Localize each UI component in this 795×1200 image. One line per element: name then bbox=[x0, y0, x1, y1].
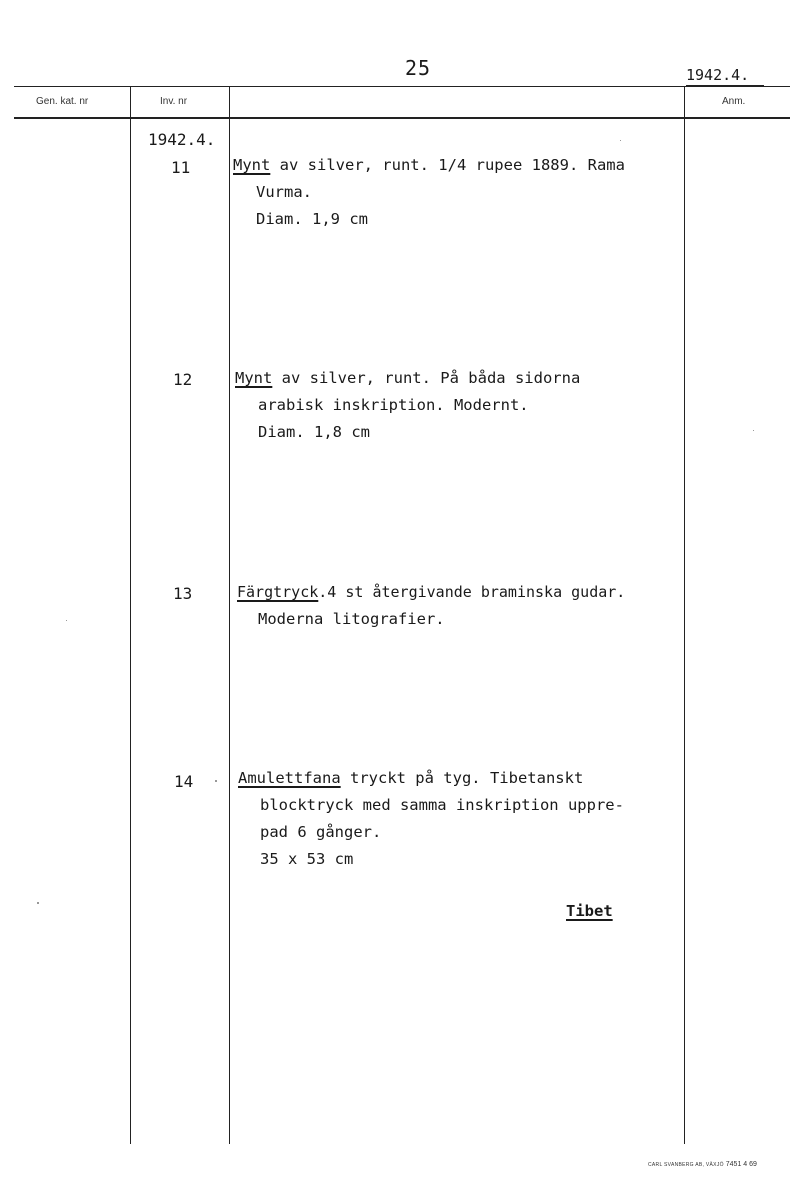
inv-number: 14 bbox=[174, 772, 194, 791]
entry-line: blocktryck med samma inskription uppre- bbox=[260, 796, 624, 814]
inv-number: 13 bbox=[173, 584, 193, 603]
entry-line: pad 6 gånger. bbox=[260, 823, 382, 841]
entry-line bbox=[237, 579, 625, 606]
page-number: 25 bbox=[405, 56, 432, 80]
entry-line bbox=[235, 365, 580, 392]
entry-line: Diam. 1,9 cm bbox=[256, 210, 368, 228]
printer-imprint bbox=[648, 1161, 757, 1168]
entry-line: 35 x 53 cm bbox=[260, 850, 354, 868]
scan-speck bbox=[620, 140, 621, 141]
entry-line: arabisk inskription. Modernt. bbox=[258, 396, 529, 414]
series-prefix: 1942.4. bbox=[148, 130, 216, 149]
form-code: 7451 4 69 bbox=[725, 1161, 757, 1168]
column-header-gen-kat-nr: Gen. kat. nr bbox=[36, 96, 89, 107]
scan-speck bbox=[753, 430, 754, 431]
entry-line: Diam. 1,8 cm bbox=[258, 423, 370, 441]
column-divider-gen-inv bbox=[130, 86, 131, 1144]
entry-title: Amulettfana bbox=[238, 769, 341, 787]
scan-speck bbox=[215, 780, 217, 782]
entry-text: .4 st återgivande braminska gudar. bbox=[318, 583, 626, 601]
printer-name: CARL SVANBERG AB, VÄXJÖ bbox=[648, 1162, 724, 1168]
entry-text: av silver, runt. På båda sidorna bbox=[272, 369, 581, 387]
column-divider-desc-anm bbox=[684, 86, 685, 1144]
entry-text: tryckt på tyg. Tibetanskt bbox=[340, 769, 584, 787]
inv-number: 12 bbox=[173, 370, 193, 389]
page-identifier: 1942.4. bbox=[686, 66, 750, 84]
column-header-anm: Anm. bbox=[722, 96, 746, 107]
scan-speck bbox=[66, 620, 67, 621]
column-header-inv-nr: Inv. nr bbox=[160, 96, 188, 107]
origin-label: Tibet bbox=[566, 902, 613, 920]
entry-title: Mynt bbox=[235, 369, 273, 387]
scan-speck bbox=[37, 902, 39, 904]
entry-text: av silver, runt. 1/4 rupee 1889. Rama bbox=[270, 156, 625, 174]
entry-line bbox=[233, 152, 625, 179]
entry-title: Mynt bbox=[233, 156, 271, 174]
entry-line bbox=[238, 765, 583, 792]
column-divider-inv-desc bbox=[229, 86, 230, 1144]
entry-line: Vurma. bbox=[256, 183, 312, 201]
entry-title: Färgtryck bbox=[237, 583, 319, 601]
inv-number: 11 bbox=[171, 158, 191, 177]
entry-line: Moderna litografier. bbox=[258, 610, 445, 628]
